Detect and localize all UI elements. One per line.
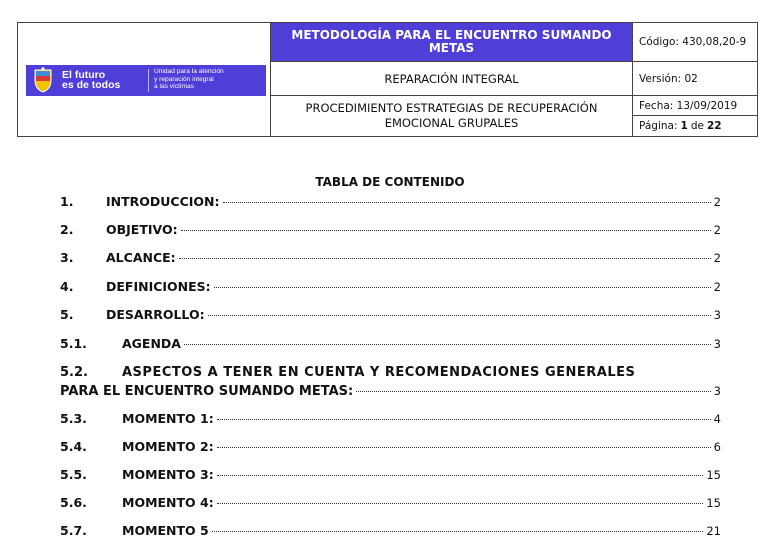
toc-entry-5-2-line1[interactable]: 5.2. ASPECTOS A TENER EN CUENTA Y RECOMENDACIONES GENERALES bbox=[60, 365, 636, 380]
dot-leader bbox=[179, 257, 711, 259]
toc-entry[interactable]: 4. DEFINICIONES: 2 bbox=[60, 279, 721, 294]
logo-slogan: El futuro es de todos bbox=[62, 69, 121, 91]
toc-entry[interactable]: 1. INTRODUCCION: 2 bbox=[60, 194, 721, 209]
dot-leader bbox=[217, 446, 711, 448]
dot-leader bbox=[214, 286, 711, 288]
dot-leader bbox=[223, 201, 711, 203]
toc-entry[interactable]: 5. DESARROLLO: 3 bbox=[60, 307, 721, 322]
toc-entry[interactable]: 5.6. MOMENTO 4: 15 bbox=[60, 495, 721, 510]
dot-leader bbox=[356, 390, 710, 392]
process-name: REPARACIÓN INTEGRAL bbox=[271, 61, 633, 95]
toc-title: TABLA DE CONTENIDO bbox=[315, 175, 465, 189]
toc-entry[interactable]: 5.5. MOMENTO 3: 15 bbox=[60, 467, 721, 482]
toc-entry[interactable]: 5.3. MOMENTO 1: 4 bbox=[60, 411, 721, 426]
toc-entry[interactable]: 3. ALCANCE: 2 bbox=[60, 250, 721, 265]
logo-divider bbox=[148, 69, 149, 92]
logo-banner bbox=[26, 65, 266, 96]
dot-leader bbox=[181, 229, 711, 231]
dot-leader bbox=[184, 343, 711, 345]
document-code: Código: 430,08,20-9 bbox=[639, 36, 747, 48]
dot-leader bbox=[217, 418, 711, 420]
page-indicator: Página: 1 de 22 bbox=[633, 115, 757, 136]
toc-entry[interactable]: 2. OBJETIVO: 2 bbox=[60, 222, 721, 237]
document-header bbox=[17, 22, 758, 137]
dot-leader bbox=[208, 314, 711, 316]
toc-entry-5-2-line2[interactable]: PARA EL ENCUENTRO SUMANDO METAS: 3 bbox=[60, 384, 721, 399]
dot-leader bbox=[212, 530, 704, 532]
document-date: Fecha: 13/09/2019 bbox=[633, 95, 757, 115]
toc-entry[interactable]: 5.1. AGENDA 3 bbox=[60, 336, 721, 351]
document-version: Versión: 02 bbox=[633, 61, 757, 95]
document-title: METODOLOGÍA PARA EL ENCUENTRO SUMANDO METAS bbox=[271, 23, 633, 61]
dot-leader bbox=[217, 474, 704, 476]
toc-entry[interactable]: 5.4. MOMENTO 2: 6 bbox=[60, 439, 721, 454]
toc-entry[interactable]: 5.7. MOMENTO 5 21 bbox=[60, 523, 721, 538]
dot-leader bbox=[217, 502, 704, 504]
coat-of-arms-icon bbox=[32, 67, 54, 93]
procedure-name: PROCEDIMIENTO ESTRATEGIAS DE RECUPERACIÓN EMOCIONAL GRUPALES bbox=[271, 95, 633, 136]
logo-unit-name: Unidad para la atención y reparación integral a las víctimas bbox=[154, 68, 224, 90]
logo-cell bbox=[18, 23, 271, 136]
